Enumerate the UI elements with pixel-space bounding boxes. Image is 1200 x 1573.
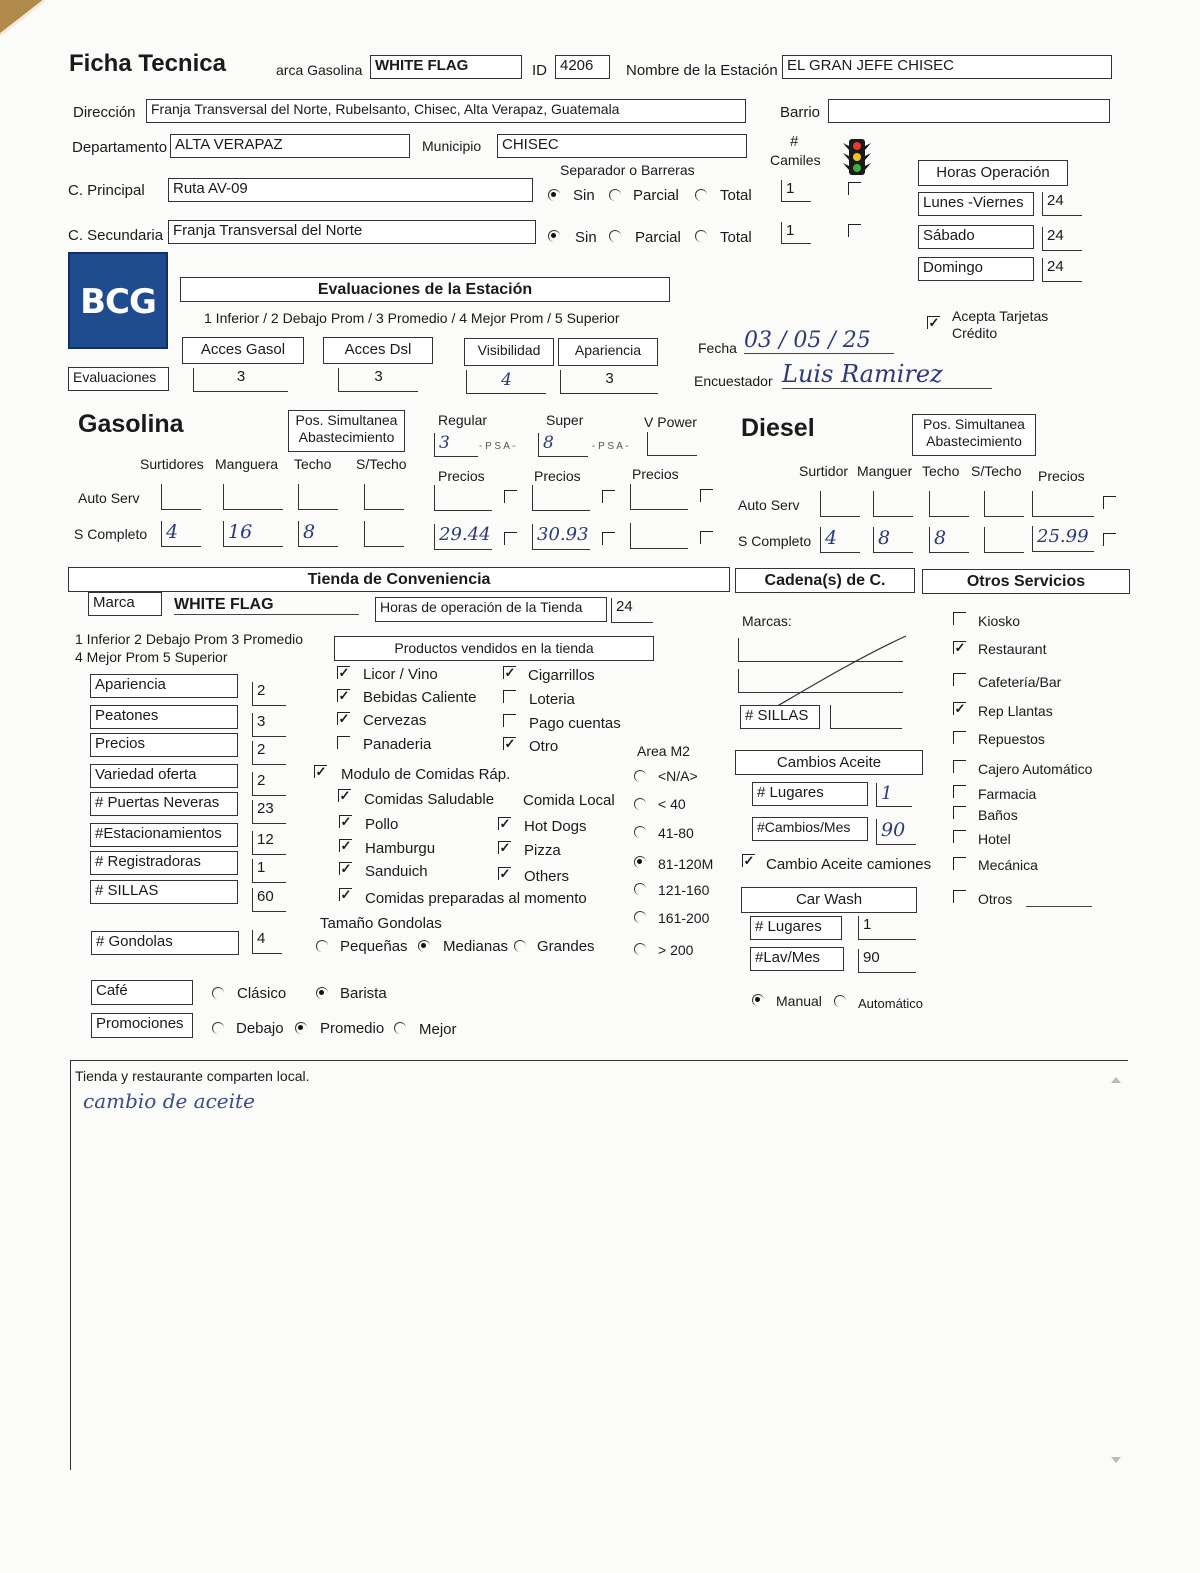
comida-local-label: Comida Local xyxy=(523,792,615,809)
carwash-lav-field[interactable]: 90 xyxy=(858,949,916,973)
page-corner-fold xyxy=(0,0,45,40)
productos-vendidos-title: Productos vendidos en la tienda xyxy=(334,636,654,661)
horas-lunes-viernes-label: Lunes -Viernes xyxy=(918,192,1034,216)
gasolina-col-techo: Techo xyxy=(294,456,332,472)
acces-gasol-value[interactable]: 3 xyxy=(193,368,288,392)
farmacia-checkbox[interactable] xyxy=(953,785,966,798)
rating-peatones-label: Peatones xyxy=(90,705,238,729)
pago-cuentas-checkbox[interactable] xyxy=(503,714,516,727)
cafe-barista-radio[interactable] xyxy=(316,987,328,999)
carwash-manual-label: Manual xyxy=(776,993,822,1009)
otros-checkbox[interactable] xyxy=(953,890,966,903)
sanduich-checkbox[interactable]: ✓ xyxy=(340,861,352,876)
gas-sc-surtidores[interactable]: 4 xyxy=(161,521,201,547)
gas-sc-regular-price[interactable]: 29.44 xyxy=(434,524,492,550)
area-121-160-label: 121-160 xyxy=(658,882,710,898)
pollo-label: Pollo xyxy=(365,816,399,833)
secundaria-sin-label: Sin xyxy=(575,229,597,246)
notes-area[interactable] xyxy=(70,1060,1128,1470)
area-121-160-radio[interactable] xyxy=(634,883,646,895)
marca-gasolina-label: arca Gasolina xyxy=(276,62,363,78)
super-label: Super xyxy=(546,412,584,428)
pizza-label: Pizza xyxy=(524,842,561,859)
gasolina-col-manguera: Manguera xyxy=(215,456,279,472)
area-81-120-radio[interactable] xyxy=(634,856,646,868)
notes-handwritten: cambio de aceite xyxy=(83,1089,255,1113)
carwash-lugares-field[interactable]: 1 xyxy=(858,916,916,940)
dsl-as-stecho[interactable] xyxy=(984,491,1024,517)
promo-debajo-label: Debajo xyxy=(236,1020,284,1037)
promociones-label: Promociones xyxy=(91,1013,193,1038)
municipio-label: Municipio xyxy=(422,138,482,154)
gas-as-regular-checkbox[interactable] xyxy=(504,490,517,503)
gasolina-col-stecho: S/Techo xyxy=(356,456,407,472)
page-title: Ficha Tecnica xyxy=(69,50,226,77)
vpower-label: V Power xyxy=(644,414,697,430)
cambios-aceite-title: Cambios Aceite xyxy=(735,750,923,775)
rating-registradoras-label: # Registradoras xyxy=(90,851,238,875)
others-checkbox[interactable]: ✓ xyxy=(499,866,511,881)
id-field[interactable]: 4206 xyxy=(555,55,610,79)
departamento-label: Departamento xyxy=(72,139,168,156)
nombre-estacion-label: Nombre de la Estación xyxy=(626,62,778,79)
area-200-radio[interactable] xyxy=(634,943,646,955)
grandes-label: Grandes xyxy=(537,938,595,955)
apariencia-value[interactable]: 3 xyxy=(560,370,658,394)
horas-domingo-field[interactable]: 24 xyxy=(1042,258,1082,282)
area-41-80-radio[interactable] xyxy=(634,826,646,838)
modulo-comidas-checkbox[interactable]: ✓ xyxy=(315,764,327,779)
secundaria-parcial-label: Parcial xyxy=(635,229,681,246)
camiones-principal-field[interactable]: 1 xyxy=(781,180,811,202)
pago-cuentas-label: Pago cuentas xyxy=(529,715,621,732)
dsl-sc-price[interactable]: 25.99 xyxy=(1032,526,1094,552)
scroll-up-icon[interactable] xyxy=(1111,1077,1121,1083)
encuestador-label: Encuestador xyxy=(694,373,773,389)
horas-sabado-field[interactable]: 24 xyxy=(1042,227,1082,251)
direccion-field[interactable]: Franja Transversal del Norte, Rubelsanto, Chisec, Alta Verapaz, Guatemala xyxy=(146,99,746,123)
area-na-radio[interactable] xyxy=(634,770,646,782)
repuestos-checkbox[interactable] xyxy=(953,731,966,744)
gas-sc-manguera[interactable]: 16 xyxy=(223,521,283,547)
encuestador-field[interactable]: Luis Ramirez xyxy=(782,360,992,389)
barrio-field[interactable] xyxy=(828,99,1110,123)
rating-apariencia-field[interactable]: 2 xyxy=(252,682,286,706)
diesel-auto-serv-label: Auto Serv xyxy=(738,497,800,513)
restaurant-checkbox[interactable]: ✓ xyxy=(954,640,966,655)
fecha-label: Fecha xyxy=(698,340,737,356)
dsl-as-price[interactable] xyxy=(1032,491,1094,517)
rating-peatones-field[interactable]: 3 xyxy=(252,713,286,737)
medianas-radio[interactable] xyxy=(418,940,430,952)
dsl-as-techo[interactable] xyxy=(929,491,969,517)
carwash-lugares-label: # Lugares xyxy=(750,916,842,940)
area-41-80-label: 41-80 xyxy=(658,825,694,841)
pequenas-radio[interactable] xyxy=(316,940,328,952)
carwash-automatico-label: Automático xyxy=(858,996,924,1011)
gas-sc-vpower-price[interactable] xyxy=(630,523,688,549)
principal-parcial-radio[interactable] xyxy=(609,189,621,201)
gas-as-stecho[interactable] xyxy=(364,484,404,510)
cervezas-checkbox[interactable]: ✓ xyxy=(338,711,350,726)
tarjeta-credito-label: Acepta Tarjetas Crédito xyxy=(952,308,1049,341)
pollo-checkbox[interactable]: ✓ xyxy=(340,814,352,829)
acces-gasol-button[interactable]: Acces Gasol xyxy=(182,337,304,364)
hamburgu-label: Hamburgu xyxy=(365,840,436,857)
licor-vino-label: Licor / Vino xyxy=(363,666,438,683)
gas-sc-super-price[interactable]: 30.93 xyxy=(532,524,590,550)
horas-sabado-label: Sábado xyxy=(918,225,1034,249)
area-81-120-label: 81-120M xyxy=(658,856,714,872)
calle-principal-label: C. Principal xyxy=(68,182,145,199)
kiosko-label: Kiosko xyxy=(978,613,1021,629)
dsl-sc-stecho[interactable] xyxy=(984,527,1024,553)
diesel-col-manguer: Manguer xyxy=(857,463,913,479)
separador-label: Separador o Barreras xyxy=(560,162,695,178)
gondolas-field[interactable]: 4 xyxy=(252,930,282,954)
camiones-secundaria-field[interactable]: 1 xyxy=(781,222,811,244)
aceite-lugares-label: # Lugares xyxy=(752,782,868,806)
principal-total-label: Total xyxy=(720,187,752,204)
tienda-marca-field[interactable]: WHITE FLAG xyxy=(174,596,359,615)
rep-llantas-label: Rep Llantas xyxy=(978,703,1053,719)
rating-puertas-neveras-field[interactable]: 23 xyxy=(252,800,286,824)
diesel-col-surtidor: Surtidor xyxy=(799,463,849,479)
otro-label: Otro xyxy=(529,738,559,755)
area-40-label: < 40 xyxy=(658,796,686,812)
mecanica-label: Mecánica xyxy=(978,857,1038,873)
camiones-hash: # xyxy=(790,133,799,150)
grandes-radio[interactable] xyxy=(514,940,526,952)
panaderia-checkbox[interactable] xyxy=(337,736,350,749)
cajero-label: Cajero Automático xyxy=(978,761,1093,777)
restaurant-label: Restaurant xyxy=(978,641,1047,657)
cafe-clasico-radio[interactable] xyxy=(212,987,224,999)
promo-promedio-radio[interactable] xyxy=(295,1022,307,1034)
tienda-scale-1: 1 Inferior 2 Debajo Prom 3 Promedio xyxy=(75,631,303,647)
visibilidad-value[interactable]: 4 xyxy=(466,370,546,394)
carwash-lav-label: #Lav/Mes xyxy=(750,947,844,971)
pizza-checkbox[interactable]: ✓ xyxy=(499,840,511,855)
rating-sillas-field[interactable]: 60 xyxy=(252,888,286,912)
calle-secundaria-label: C. Secundaria xyxy=(68,227,164,244)
comidas-preparadas-checkbox[interactable]: ✓ xyxy=(340,887,352,902)
comidas-saludable-label: Comidas Saludable xyxy=(364,791,495,808)
secundaria-sin-radio[interactable] xyxy=(548,230,560,242)
otro-checkbox[interactable]: ✓ xyxy=(504,736,516,751)
dsl-sc-surtidor[interactable]: 4 xyxy=(820,527,860,553)
gas-sc-super-checkbox[interactable] xyxy=(602,532,615,545)
comidas-preparadas-label: Comidas preparadas al momento xyxy=(365,890,587,907)
rating-variedad-oferta-field[interactable]: 2 xyxy=(252,772,286,796)
secundaria-total-radio[interactable] xyxy=(695,230,707,242)
rating-precios-field[interactable]: 2 xyxy=(252,741,286,765)
cafeteria-bar-label: Cafetería/Bar xyxy=(978,674,1062,690)
camiones-secundaria-checkbox[interactable] xyxy=(848,224,861,237)
diesel-s-completo-label: S Completo xyxy=(738,533,812,549)
gas-as-vpower-checkbox[interactable] xyxy=(700,489,713,502)
vpower-precios-label: Precios xyxy=(632,466,679,482)
secundaria-total-label: Total xyxy=(720,229,752,246)
modulo-comidas-label: Modulo de Comidas Ráp. xyxy=(341,766,511,783)
gasolina-pos-simultanea: Pos. Simultanea Abastecimiento xyxy=(288,410,405,452)
tienda-title: Tienda de Conveniencia xyxy=(68,567,730,592)
hamburgu-checkbox[interactable]: ✓ xyxy=(340,838,352,853)
gasolina-s-completo-label: S Completo xyxy=(74,526,148,542)
hot-dogs-checkbox[interactable]: ✓ xyxy=(499,816,511,831)
comidas-saludable-checkbox[interactable]: ✓ xyxy=(339,788,351,803)
medianas-label: Medianas xyxy=(443,938,509,955)
scroll-down-icon[interactable] xyxy=(1111,1457,1121,1463)
promo-debajo-radio[interactable] xyxy=(212,1022,224,1034)
cafeteria-bar-checkbox[interactable] xyxy=(953,673,966,686)
gas-as-super-price[interactable] xyxy=(532,485,590,511)
gas-sc-vpower-checkbox[interactable] xyxy=(700,531,713,544)
horas-operacion-button[interactable]: Horas Operación xyxy=(918,160,1068,186)
gas-as-manguera[interactable] xyxy=(223,484,283,510)
hot-dogs-label: Hot Dogs xyxy=(524,818,587,835)
carwash-automatico-radio[interactable] xyxy=(834,995,846,1007)
farmacia-label: Farmacia xyxy=(978,786,1037,802)
area-161-200-label: 161-200 xyxy=(658,910,710,926)
rating-puertas-neveras-label: # Puertas Neveras xyxy=(90,792,238,816)
carwash-manual-radio[interactable] xyxy=(752,994,764,1006)
tienda-marca-label: Marca xyxy=(88,592,162,616)
sanduich-label: Sanduich xyxy=(365,863,428,880)
super-precios-label: Precios xyxy=(534,468,581,484)
gondolas-label: # Gondolas xyxy=(91,931,239,955)
gas-sc-stecho[interactable] xyxy=(364,521,404,547)
kiosko-checkbox[interactable] xyxy=(953,612,966,625)
dsl-as-checkbox[interactable] xyxy=(1103,496,1116,509)
principal-parcial-label: Parcial xyxy=(633,187,679,204)
barrio-label: Barrio xyxy=(780,104,821,121)
direccion-label: Dirección xyxy=(73,104,136,121)
marca-gasolina-field[interactable]: WHITE FLAG xyxy=(370,55,522,79)
gas-sc-regular-checkbox[interactable] xyxy=(504,532,517,545)
diesel-col-stecho: S/Techo xyxy=(971,463,1022,479)
tienda-scale-2: 4 Mejor Prom 5 Superior xyxy=(75,649,228,665)
rating-variedad-oferta-label: Variedad oferta xyxy=(90,764,238,788)
cervezas-label: Cervezas xyxy=(363,712,427,729)
diesel-pos-simultanea: Pos. Simultanea Abastecimiento xyxy=(912,414,1036,456)
dsl-as-manguer[interactable] xyxy=(873,491,913,517)
secundaria-parcial-radio[interactable] xyxy=(609,230,621,242)
bcg-logo xyxy=(68,252,168,349)
gasolina-title: Gasolina xyxy=(78,410,184,438)
horas-domingo-label: Domingo xyxy=(918,257,1034,281)
psa-label-1: - P S A - xyxy=(479,441,516,452)
dsl-sc-techo[interactable]: 8 xyxy=(929,527,969,553)
area-40-radio[interactable] xyxy=(634,798,646,810)
cigarrillos-label: Cigarrillos xyxy=(528,667,595,684)
acces-dsl-value[interactable]: 3 xyxy=(338,368,418,392)
gasolina-auto-serv-label: Auto Serv xyxy=(78,490,140,506)
rating-registradoras-field[interactable]: 1 xyxy=(252,859,286,883)
area-200-label: > 200 xyxy=(658,942,694,958)
cambios-mes-field[interactable]: 90 xyxy=(876,819,916,845)
repuestos-label: Repuestos xyxy=(978,731,1045,747)
promo-mejor-label: Mejor xyxy=(419,1021,457,1038)
diesel-title: Diesel xyxy=(741,414,815,442)
gas-as-vpower-price[interactable] xyxy=(630,484,688,510)
diesel-col-techo: Techo xyxy=(922,463,960,479)
gas-sc-techo[interactable]: 8 xyxy=(298,521,338,547)
cafe-barista-label: Barista xyxy=(340,985,387,1002)
gasolina-col-surtidores: Surtidores xyxy=(140,456,204,472)
cafe-clasico-label: Clásico xyxy=(237,985,287,1002)
visibilidad-button[interactable]: Visibilidad xyxy=(464,338,554,366)
cambio-camiones-checkbox[interactable]: ✓ xyxy=(743,853,755,868)
cambio-camiones-label: Cambio Aceite camiones xyxy=(766,856,932,873)
licor-vino-checkbox[interactable]: ✓ xyxy=(338,665,350,680)
loteria-checkbox[interactable] xyxy=(503,690,516,703)
gas-as-surtidores[interactable] xyxy=(161,484,201,510)
otros-field[interactable] xyxy=(1026,906,1092,907)
rating-estacionamientos-label: #Estacionamientos xyxy=(90,823,238,847)
gas-as-super-checkbox[interactable] xyxy=(602,490,615,503)
rating-apariencia-label: Apariencia xyxy=(90,674,238,698)
principal-total-radio[interactable] xyxy=(695,189,707,201)
tarjeta-credito-checkbox[interactable]: ✓ xyxy=(928,315,940,330)
pequenas-label: Pequeñas xyxy=(340,938,408,955)
municipio-field[interactable]: CHISEC xyxy=(497,134,747,158)
dsl-as-surtidor[interactable] xyxy=(820,491,860,517)
banos-label: Baños xyxy=(978,807,1018,823)
otros-label: Otros xyxy=(978,891,1013,907)
apariencia-button[interactable]: Apariencia xyxy=(558,338,658,366)
evaluaciones-title: Evaluaciones de la Estación xyxy=(180,277,670,302)
tamano-gondolas-label: Tamaño Gondolas xyxy=(320,915,442,932)
camiones-label: Camiles xyxy=(770,152,821,168)
rep-llantas-checkbox[interactable]: ✓ xyxy=(954,701,966,716)
area-161-200-radio[interactable] xyxy=(634,911,646,923)
cigarrillos-checkbox[interactable]: ✓ xyxy=(504,665,516,680)
departamento-field[interactable]: ALTA VERAPAZ xyxy=(170,134,410,158)
evaluaciones-row-label: Evaluaciones xyxy=(68,367,169,391)
horas-lunes-viernes-field[interactable]: 24 xyxy=(1042,192,1082,216)
marcas-label: Marcas: xyxy=(742,613,792,629)
notes-typed: Tienda y restaurante comparten local. xyxy=(75,1068,310,1084)
loteria-label: Loteria xyxy=(529,691,575,708)
calle-principal-field[interactable]: Ruta AV-09 xyxy=(168,178,533,202)
diesel-col-precios: Precios xyxy=(1038,468,1085,484)
regular-psa-field[interactable]: 3 xyxy=(434,433,478,457)
logo-text: BCG xyxy=(80,282,156,322)
regular-label: Regular xyxy=(438,412,488,428)
hotel-checkbox[interactable] xyxy=(953,830,966,843)
mecanica-checkbox[interactable] xyxy=(953,857,966,870)
calle-secundaria-field[interactable]: Franja Transversal del Norte xyxy=(168,220,536,244)
rating-precios-label: Precios xyxy=(90,733,238,757)
id-label: ID xyxy=(532,62,547,79)
principal-sin-radio[interactable] xyxy=(548,189,560,201)
dsl-sc-checkbox[interactable] xyxy=(1103,533,1116,546)
acces-dsl-button[interactable]: Acces Dsl xyxy=(323,337,433,364)
cadenas-title: Cadena(s) de C. xyxy=(735,568,915,593)
psa-label-2: - P S A - xyxy=(592,441,629,452)
gas-as-techo[interactable] xyxy=(298,484,338,510)
tienda-horas-label: Horas de operación de la Tienda xyxy=(375,597,607,622)
camiones-principal-checkbox[interactable] xyxy=(848,182,861,195)
others-label: Others xyxy=(524,868,570,885)
cambios-mes-label: #Cambios/Mes xyxy=(752,817,868,841)
vpower-psa-field[interactable] xyxy=(647,432,697,456)
rating-sillas-label: # SILLAS xyxy=(90,880,238,904)
area-m2-label: Area M2 xyxy=(637,743,690,759)
promo-mejor-radio[interactable] xyxy=(394,1022,406,1034)
regular-precios-label: Precios xyxy=(438,468,485,484)
cadena-sillas-field[interactable] xyxy=(830,705,902,729)
hotel-label: Hotel xyxy=(978,831,1011,847)
otros-servicios-title: Otros Servicios xyxy=(922,569,1130,594)
bebidas-caliente-label: Bebidas Caliente xyxy=(363,689,477,706)
tienda-horas-field[interactable]: 24 xyxy=(611,598,653,623)
fecha-field[interactable]: 03 / 05 / 25 xyxy=(744,328,894,354)
car-wash-title: Car Wash xyxy=(741,887,917,913)
nombre-estacion-field[interactable]: EL GRAN JEFE CHISEC xyxy=(782,55,1112,79)
aceite-lugares-field[interactable]: 1 xyxy=(876,783,912,807)
gas-as-regular-price[interactable] xyxy=(434,485,492,511)
cadena-sillas-label: # SILLAS xyxy=(740,705,820,729)
traffic-light-icon xyxy=(842,137,868,175)
promo-promedio-label: Promedio xyxy=(320,1020,385,1037)
rating-estacionamientos-field[interactable]: 12 xyxy=(252,831,286,855)
cafe-label: Café xyxy=(91,980,193,1005)
super-psa-field[interactable]: 8 xyxy=(538,433,588,457)
area-na-label: <N/A> xyxy=(658,768,698,784)
principal-sin-label: Sin xyxy=(573,187,595,204)
bebidas-caliente-checkbox[interactable]: ✓ xyxy=(338,688,350,703)
panaderia-label: Panaderia xyxy=(363,736,432,753)
banos-checkbox[interactable] xyxy=(953,806,966,819)
evaluaciones-scale: 1 Inferior / 2 Debajo Prom / 3 Promedio / 4 Mejor Prom / 5 Superior xyxy=(204,310,620,326)
cajero-checkbox[interactable] xyxy=(953,760,966,773)
dsl-sc-manguer[interactable]: 8 xyxy=(873,527,913,553)
